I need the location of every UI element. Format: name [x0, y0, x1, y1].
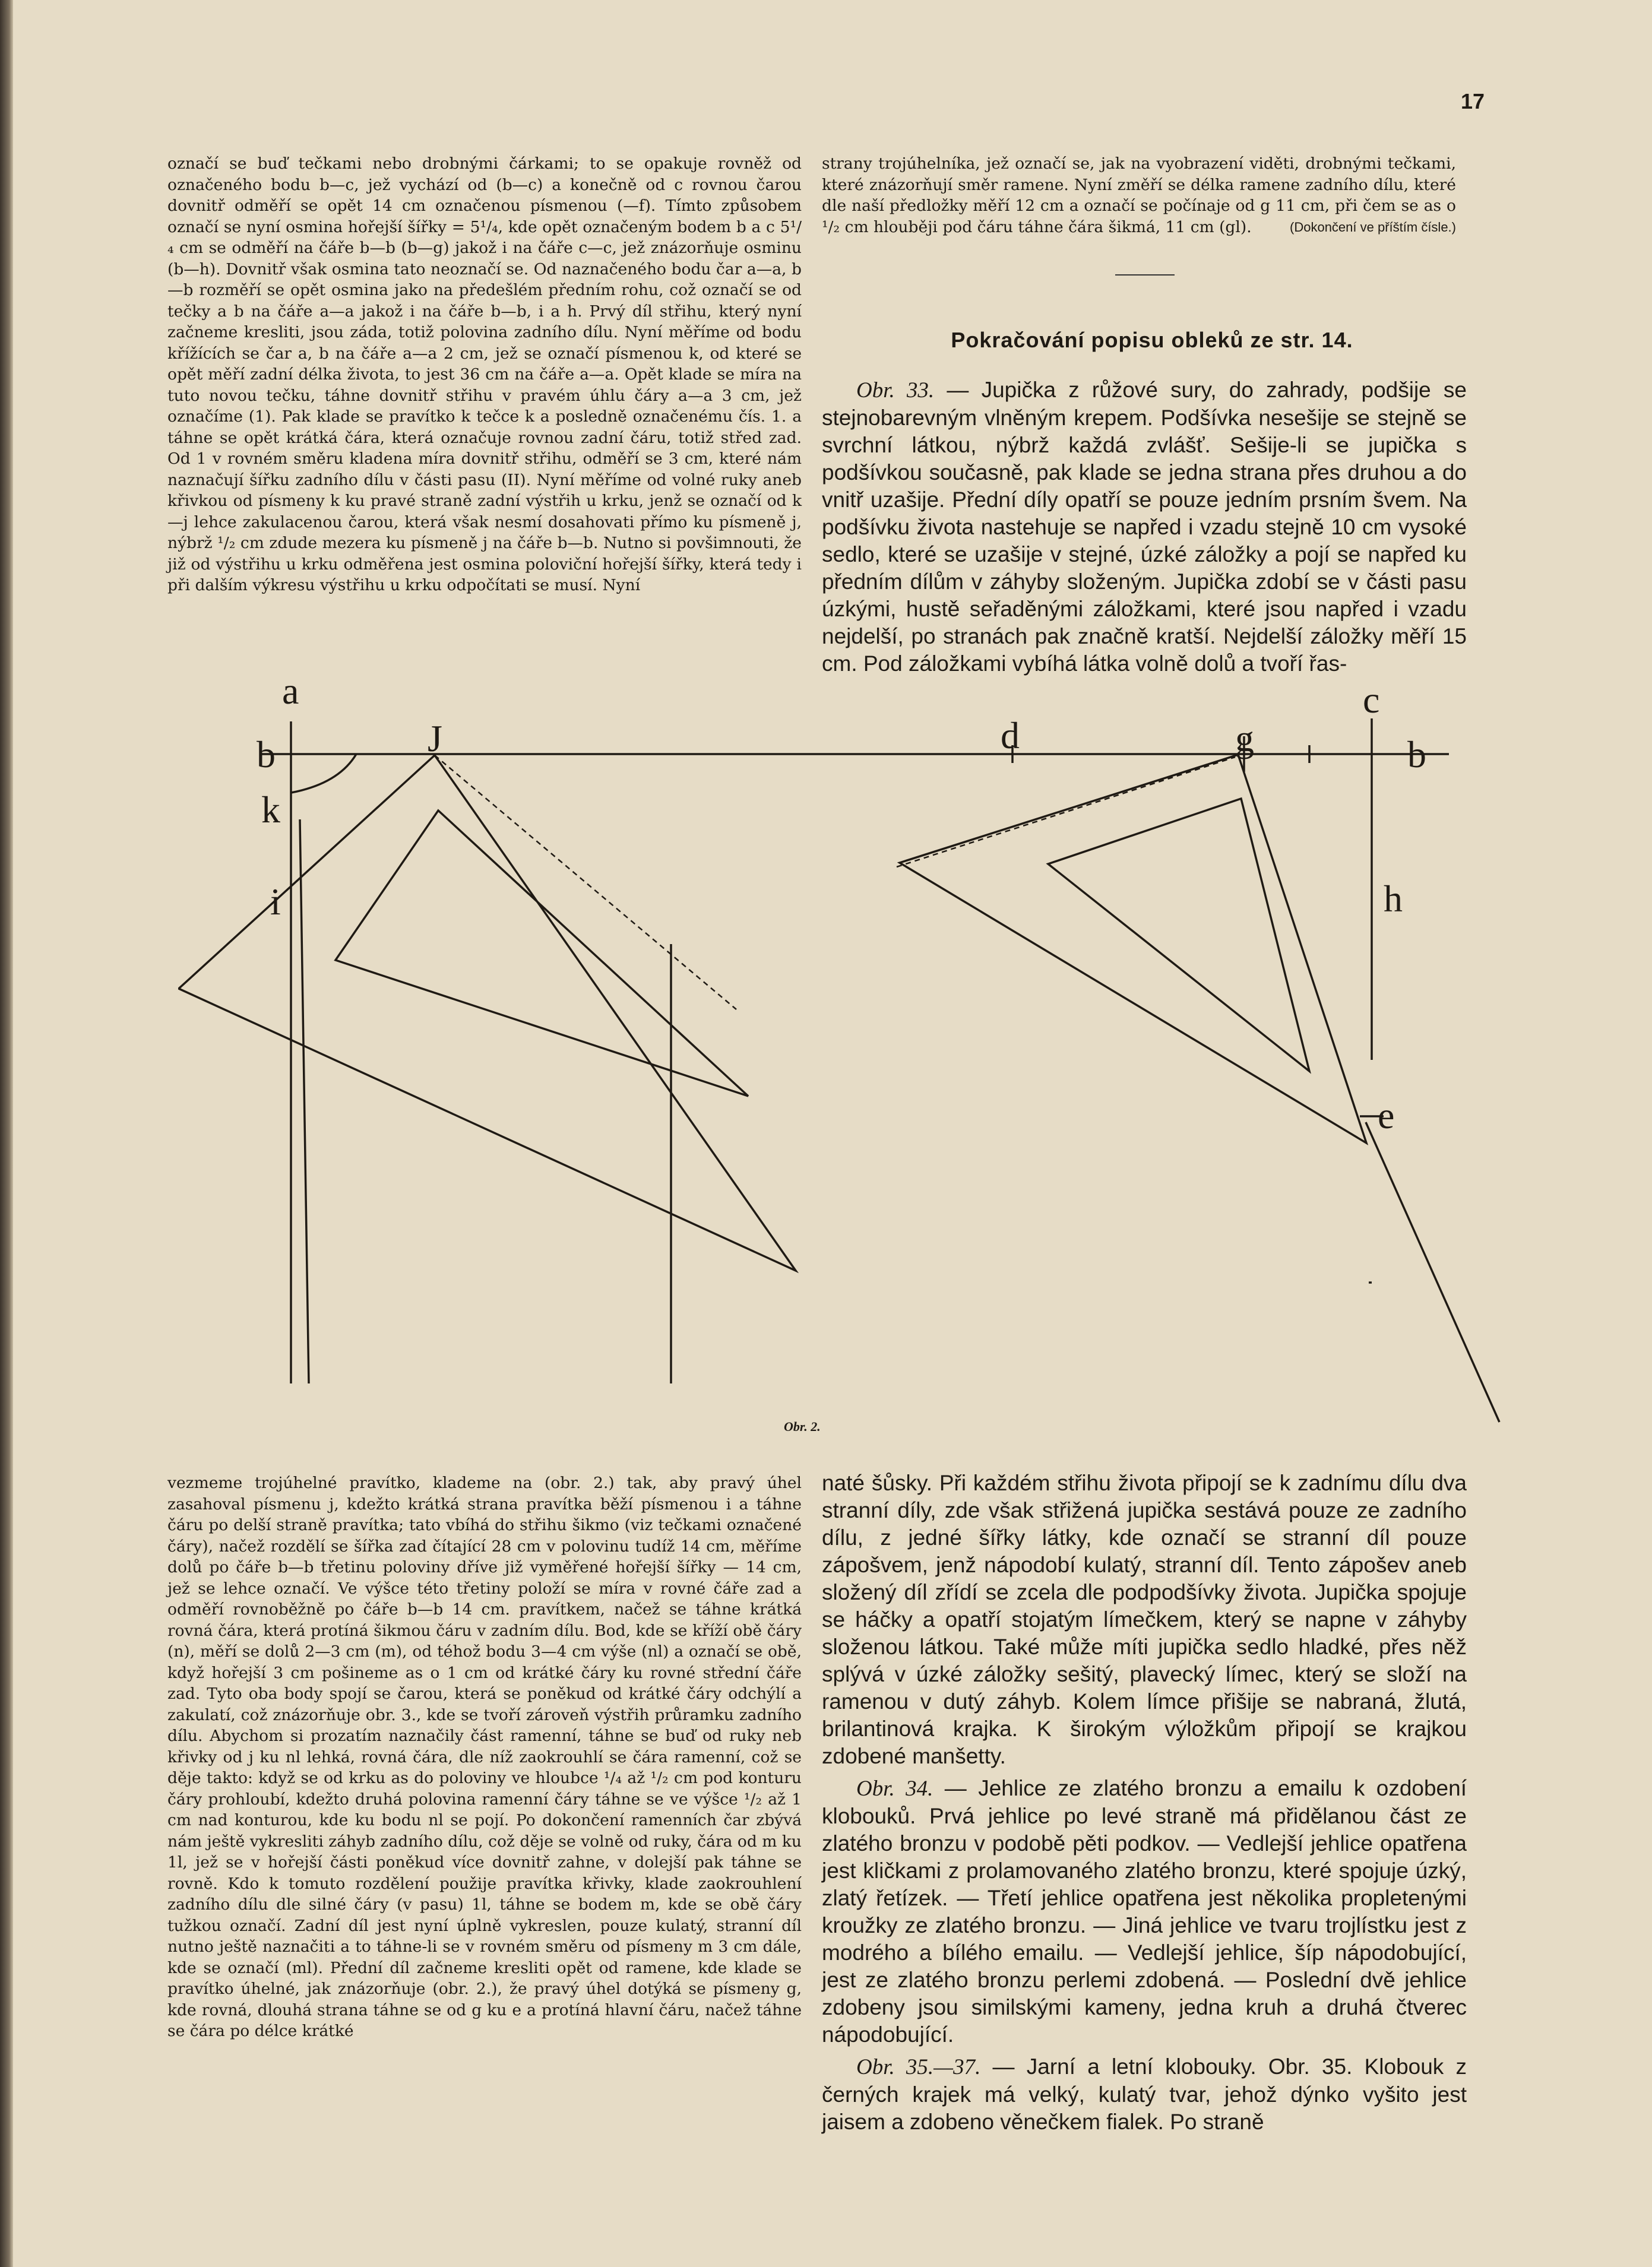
line-front-slope [1366, 1122, 1499, 1422]
figure-ref: Obr. 35.—37. [856, 2055, 981, 2079]
paragraph-text: — Jupička z růžové sury, do zahrady, podšije se stejnobarevným vlněným krepem. Podšívka nesešije se stejně se svrchní látkou, nýbrž každá zvlášť. Sešije-li se jupička s podšívkou současně, pak klade se jedna strana přes druhou a do vnitř uzašije. Přední díly opatří se pouze jedním prsním švem. Na podšívku života nastehuje se napřed i vzadu stejně 10 cm vysoké sedlo, které se uzašije v stejné, úzké záložky a pojí se napřed ku předním dílům v záhyby složeným. Jupička zdobí se v části pasu úzkými, hustě seřaděnými záložkami, které jsou napřed i vzadu nejdelší, po stranách pak značně kratší. Nejdelší záložky měří 15 cm. Pod záložkami vybíhá látka volně dolů a tvoří řas- [822, 378, 1467, 676]
continuation-text: strany trojúhelníka, jež označí se, jak na vyobrazení viděti, drobnými tečkami, které znázorňují směr ramene. Nyní změří se délka ramene zadního dílu, které dle naší předložky měří 12 cm a označí se počínaje od g 11 cm, při čem se as o ¹/₂ cm hlouběji pod čáru táhne čára šikmá, 11 cm (gl). [822, 154, 1456, 236]
label-c: c [1363, 679, 1380, 721]
separator-rule [1115, 274, 1175, 276]
paragraph-text: — Jarní a letní klobouky. Obr. 35. Klobouk z černých krajek má velký, kulatý tvar, jehož dýnko vyšito jest jaisem a zdobeno věnečkem fialek. Po straně [822, 2054, 1467, 2134]
label-i: i [270, 881, 281, 923]
label-a: a [282, 670, 299, 712]
figure-ref: Obr. 33. [856, 378, 935, 403]
label-g: g [1235, 717, 1254, 759]
label-j: J [428, 717, 442, 759]
obr35-paragraph [822, 2053, 1467, 2136]
label-b-left: b [257, 733, 276, 775]
label-k: k [261, 789, 280, 831]
pattern-draft-figure [178, 665, 1520, 1431]
right-column-top-text [822, 153, 1456, 238]
paragraph [822, 376, 1467, 677]
obr34-paragraph [822, 1775, 1467, 2048]
left-column-top-text [167, 153, 802, 596]
triangle-ruler-left-outer [179, 755, 796, 1271]
right-column-bottom-text [822, 1470, 1467, 2136]
neck-curve [291, 754, 356, 793]
label-d: d [1001, 714, 1020, 756]
page-binding-shadow [0, 0, 13, 2267]
paragraph: vezmeme trojúhelné pravítko, klademe na (obr. 2.) tak, aby pravý úhel zasahoval písmenu j, kdežto krátká strana pravítka běží písmenou i a táhne čáru po delší straně pravítka; tato vbíhá do střihu šikmo (viz tečkami označené čáry), načež rozdělí se šířka zad čítající 28 cm v polovinu tudíž 14 cm, měříme dolů po čáře b—b třetinu poloviny dříve již vyměřené hořejší šířky — 14 cm, jež se lehce označí. Ve výšce této třetiny položí se míra v rovné čáře zad a odměří rovnoběžně po čáře b—b 14 cm. pravítkem, načež se táhne krátká rovná čára, která protíná šikmou čáru v zadním dílu. Bod, kde se kříží obě čáry (n), měří se dolů 2—3 cm (m), od téhož bodu 3—4 cm výše (nl) a označí se obě, když hořejší 3 cm pošineme as o 1 cm od krátké čáry ku rovné střední čáře zad. Tyto oba body spojí se čarou, která se poněkud od krátké čáry odchýlí a zakulatí, což znázorňuje obr. 3., kde se tvoří zároveň výstřih průramku zadního dílu. Abychom si prozatím naznačily část ramenní, táhne se buď od ruky neb křivky od j ku nl lehká, rovná čára, dle níž zaokrouhlí se čára ramenní, což se děje takto: když se od krku as do poloviny ve hloubce ¹/₄ až ¹/₂ cm pod konturu čáry prohloubí, kdežto druhá polovina ramenní čáry táhne se ve výšce ¹/₂ až 1 cm nad konturou, kde ku bodu nl se pojí. Po dokončení ramenních čar zbývá nám ještě vykresliti záhyb zadního dílu, což děje se volně od ruky, čára od m ku 1l, jež se v hořejší části poněkud více dovnitř zahne, v dolejší pak táhne se rovně. Kdo k tomuto rozdělení použije pravítka křivky, klade zaokrouhlení zadního dílu dle silné čáry (v pasu) 1l, táhne se bodem m, kde se obě čáry tužkou označí. Zadní díl jest nyní úplně vykreslen, pouze kulatý, stranní díl nutno ještě naznačiti a to táhne-li se v rovném směru od písmeny m 3 cm dále, kde se označí (ml). Přední díl začneme kresliti opět od ramene, kde klade se pravítko úhelné, jak znázorňuje (obr. 2.), že pravý úhel dotýká se písmeny g, kde rovná, dlouhá strana táhne se od g ku e a protíná hlavní čáru, načež táhne se čára po délce krátké [167, 1474, 802, 2040]
page-number: 17 [1460, 89, 1485, 113]
label-h: h [1384, 878, 1403, 920]
left-column-bottom-text [167, 1473, 802, 2042]
triangle-ruler-left-inner [336, 810, 748, 1096]
label-b-right: b [1407, 733, 1426, 775]
obr33-paragraph [822, 376, 1467, 677]
paragraph-text: — Jehlice ze zlatého bronzu a emailu k ozdobení klobouků. Prvá jehlice po levé straně má přidělanou část ze zlatého bronzu v podobě pěti podkov. — Vedlejší jehlice opatřena jest kličkami z prolamovaného zlatého bronzu, které spojuje úzký, zlatý řetízek. — Třetí jehlice opatřena jest několika propletenými kroužky ze zlatého bronzu. — Jiná jehlice ve tvaru trojlístku jest z modrého a bílého emailu. — Vedlejší jehlice, šíp nápodobující, jest ze zlatého bronzu perlemi zdobená. — Poslední dvě jehlice zdobeny jsou similskými kameny, jedna kruh a druhá čtverec nápodobující. [822, 1776, 1467, 2047]
paragraph: označí se buď tečkami nebo drobnými čárkami; to se opakuje rovněž od označeného bodu b—c, jež vychází od (b—c) a konečně od c rovnou čarou dovnitř odměří se opět 14 cm označenou písmenou (—f). Tímto způsobem označí se nyní osmina hořejší šířky = 5¹/₄, kde opět označeným bodem b a c 5¹/₄ cm se odměří na čáře b—b (b—g) jakož i na čáře c—c, jež znázorňuje osminu (b—h). Dovnitř však osmina tato neoznačí se. Od naznačeného bodu čar a—a, b—b rozměří se opět osmina jako na předešlém předním rohu, což označí se od tečky a b na čáře a—a jakož i na čáře b—b, i a h. Prvý díl střihu, který nyní začneme kresliti, jsou záda, totiž polovina zadního dílu. Nyní měříme od bodu křížících se čar a, b na čáře a—a 2 cm, jež se označí písmenou k, od které se opět měří zadní délka života, to jest 36 cm na čáře a—a. Opět klade se míra na tuto novou tečku, táhne dovnitř střihu v pravém úhlu čáry a—a 3 cm, jež označíme (1). Pak klade se pravítko k tečce k a posledně označenému čís. 1. a táhne se opět krátká čára, která označuje rovnou zadní čáru, totiž střed zad. Od 1 v rovném směru kladena míra dovnitř střihu, odměří se 3 cm, které nám naznačují šířku zadního dílu v části pasu (II). Nyní měříme od volné ruky aneb křivkou od písmeny k ku pravé straně zadní výstřih u krku, jenž se označí od k—j lehce zakulacenou čarou, která však nesmí dosahovati přímo ku písmeně j, nýbrž ¹/₂ cm zdude mezera ku písmeně j na čáře b—b. Nutno si povšimnouti, že již od výstřihu u krku odměřena jest osmina poloviční hořejší šířky, která tedy i při dalším výkresu výstřihu u krku odpočítati se musí. Nyní [167, 154, 802, 594]
figure-caption: Obr. 2. [784, 1419, 821, 1434]
dotted-shoulder-right [897, 757, 1235, 867]
figure-ref: Obr. 34. [856, 1777, 933, 1801]
triangle-ruler-right-outer [900, 755, 1366, 1143]
continued-note: (Dokončení ve příštím čísle.) [1290, 219, 1456, 235]
paragraph [822, 153, 1456, 238]
line-back-center [300, 819, 309, 1383]
paragraph: naté šůsky. Při každém střihu života připojí se k zadnímu dílu dva stranní díly, zde však střižená jupička sestává pouze ze zadního dílu, z jedné šířky látky, kde označí se stranní díl pouze zápošvem, jenž nápodobí kulatý, stranní díl. Tento zápošev aneb složený díl zřídí se zcela dle podpodšívky života. Jupička spojuje se háčky a opatří stojatým límečkem, který se napne v záhyby složenou látkou. Také může míti jupička sedlo hladké, přes něž splývá v úzké záložky sešitý, plavecký límec, který se složí na ramenou v dutý záhyb. Kolem límce přišije se nabraná, žlutá, brilantinová krajka. K širokým výložkům připojí se krajkou zdobené manšetty. [822, 1471, 1467, 1768]
label-e: e [1378, 1094, 1395, 1136]
section-heading: Pokračování popisu obleků ze str. 14. [951, 328, 1353, 352]
